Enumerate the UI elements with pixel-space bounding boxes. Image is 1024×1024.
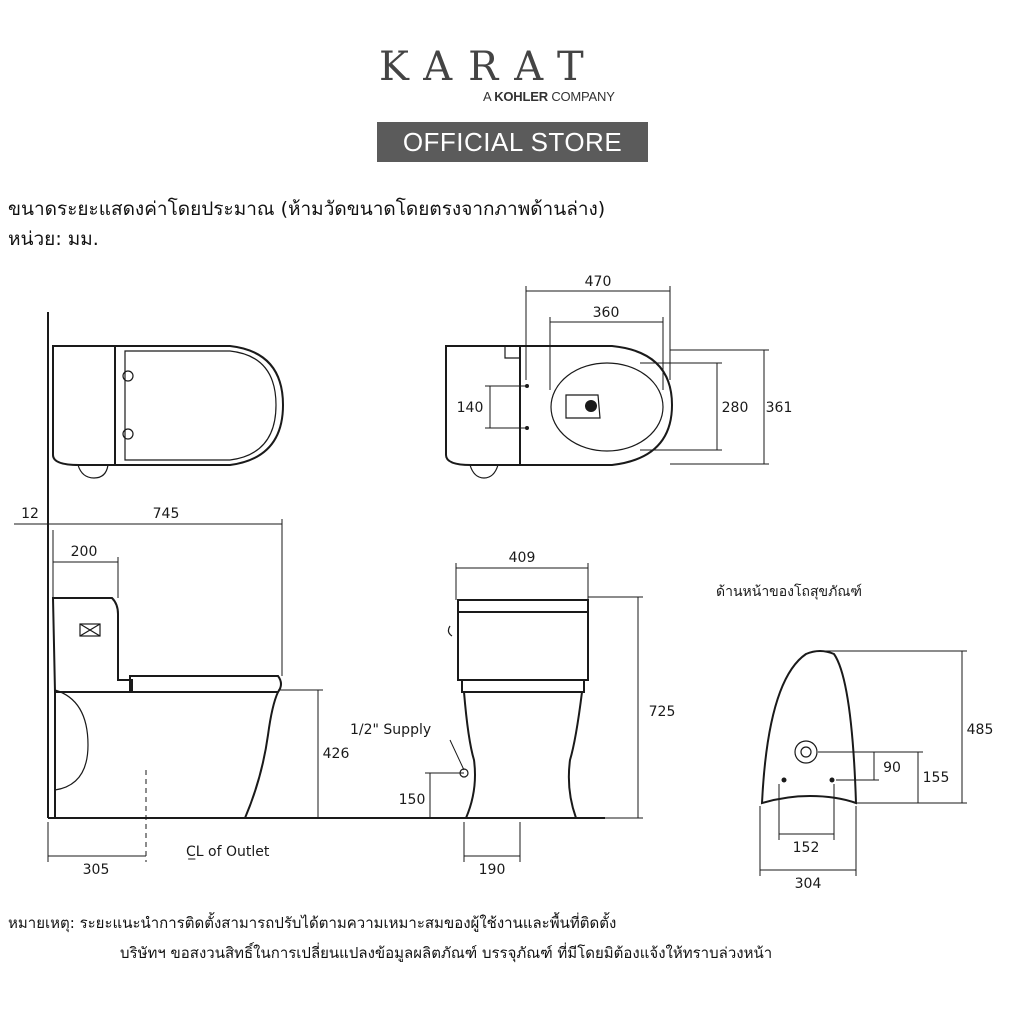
intro-line-1: ขนาดระยะแสดงค่าโดยประมาณ (ห้ามวัดขนาดโดยตรงจากภาพด้านล่าง) bbox=[8, 198, 606, 220]
base-view bbox=[716, 583, 993, 892]
dim-745: 745 bbox=[152, 506, 180, 522]
dim-200: 200 bbox=[70, 544, 98, 560]
flush-lever-icon bbox=[448, 626, 452, 636]
outlet-icon bbox=[801, 747, 811, 757]
tagline-brand: KOHLER bbox=[494, 89, 548, 104]
tank-outline bbox=[458, 612, 588, 680]
lid-outline bbox=[125, 351, 276, 460]
footnote-line-2: บริษัทฯ ขอสงวนสิทธิ์ในการเปลี่ยนแปลงข้อมูลผลิตภัณฑ์ บรรจุภัณฑ์ ที่มีโดยมิต้องแจ้งให้ทราบล่วงหน้า bbox=[120, 944, 773, 962]
bowl-outline bbox=[464, 692, 582, 818]
outlet-icon bbox=[585, 400, 597, 412]
dim-280: 280 bbox=[721, 400, 749, 416]
dim-426: 426 bbox=[322, 746, 350, 762]
foot-outline bbox=[470, 465, 498, 478]
official-store-badge: OFFICIAL STORE bbox=[377, 122, 648, 162]
dim-190: 190 bbox=[478, 862, 506, 878]
tagline-suffix: COMPANY bbox=[551, 89, 615, 104]
bolt-icon bbox=[830, 778, 835, 783]
front-view bbox=[350, 550, 675, 878]
seat-outline bbox=[462, 680, 584, 692]
footnote bbox=[8, 908, 772, 968]
supply-leader bbox=[450, 740, 464, 770]
dim-305: 305 bbox=[82, 862, 110, 878]
tank-outline bbox=[53, 598, 132, 692]
bowl-opening bbox=[551, 363, 663, 451]
outlet-ring bbox=[795, 741, 817, 763]
top-view-left bbox=[48, 312, 283, 818]
seat-outline bbox=[130, 676, 281, 692]
foot-outline bbox=[78, 465, 108, 478]
dim-150: 150 bbox=[398, 792, 426, 808]
tank-lid-outline bbox=[458, 600, 588, 612]
base-view-title: ด้านหน้าของโถสุขภัณฑ์ bbox=[716, 584, 862, 600]
karat-logo: KARAT bbox=[379, 44, 600, 90]
footnote-line-1: หมายเหตุ: ระยะแนะนำการติดตั้งสามารถปรับได้ตามความเหมาะสมของผู้ใช้งานและพื้นที่ติดตั้ง bbox=[8, 914, 617, 932]
bowl-outline bbox=[55, 692, 278, 818]
dim-485: 485 bbox=[966, 722, 994, 738]
dim-361: 361 bbox=[765, 400, 793, 416]
dim-725: 725 bbox=[648, 704, 676, 720]
dim-155: 155 bbox=[922, 770, 950, 786]
supply-label: 1/2" Supply bbox=[350, 722, 432, 738]
tank-outline bbox=[53, 346, 115, 465]
dim-409: 409 bbox=[508, 550, 536, 566]
dim-152: 152 bbox=[792, 840, 820, 856]
dim-12: 12 bbox=[21, 506, 39, 522]
tank-notch bbox=[505, 346, 520, 358]
intro-line-2: หน่วย: มม. bbox=[8, 228, 99, 250]
seat-outline bbox=[115, 346, 283, 465]
trapway-outline bbox=[55, 690, 88, 790]
bolt-icon bbox=[782, 778, 787, 783]
dim-90: 90 bbox=[883, 760, 901, 776]
dim-140: 140 bbox=[456, 400, 484, 416]
top-view-right bbox=[446, 274, 792, 478]
outlet-label: C̲L of Outlet bbox=[186, 844, 270, 860]
tagline-prefix: A bbox=[483, 89, 491, 104]
dim-360: 360 bbox=[592, 305, 620, 321]
dim-470: 470 bbox=[584, 274, 612, 290]
dim-304: 304 bbox=[794, 876, 822, 892]
